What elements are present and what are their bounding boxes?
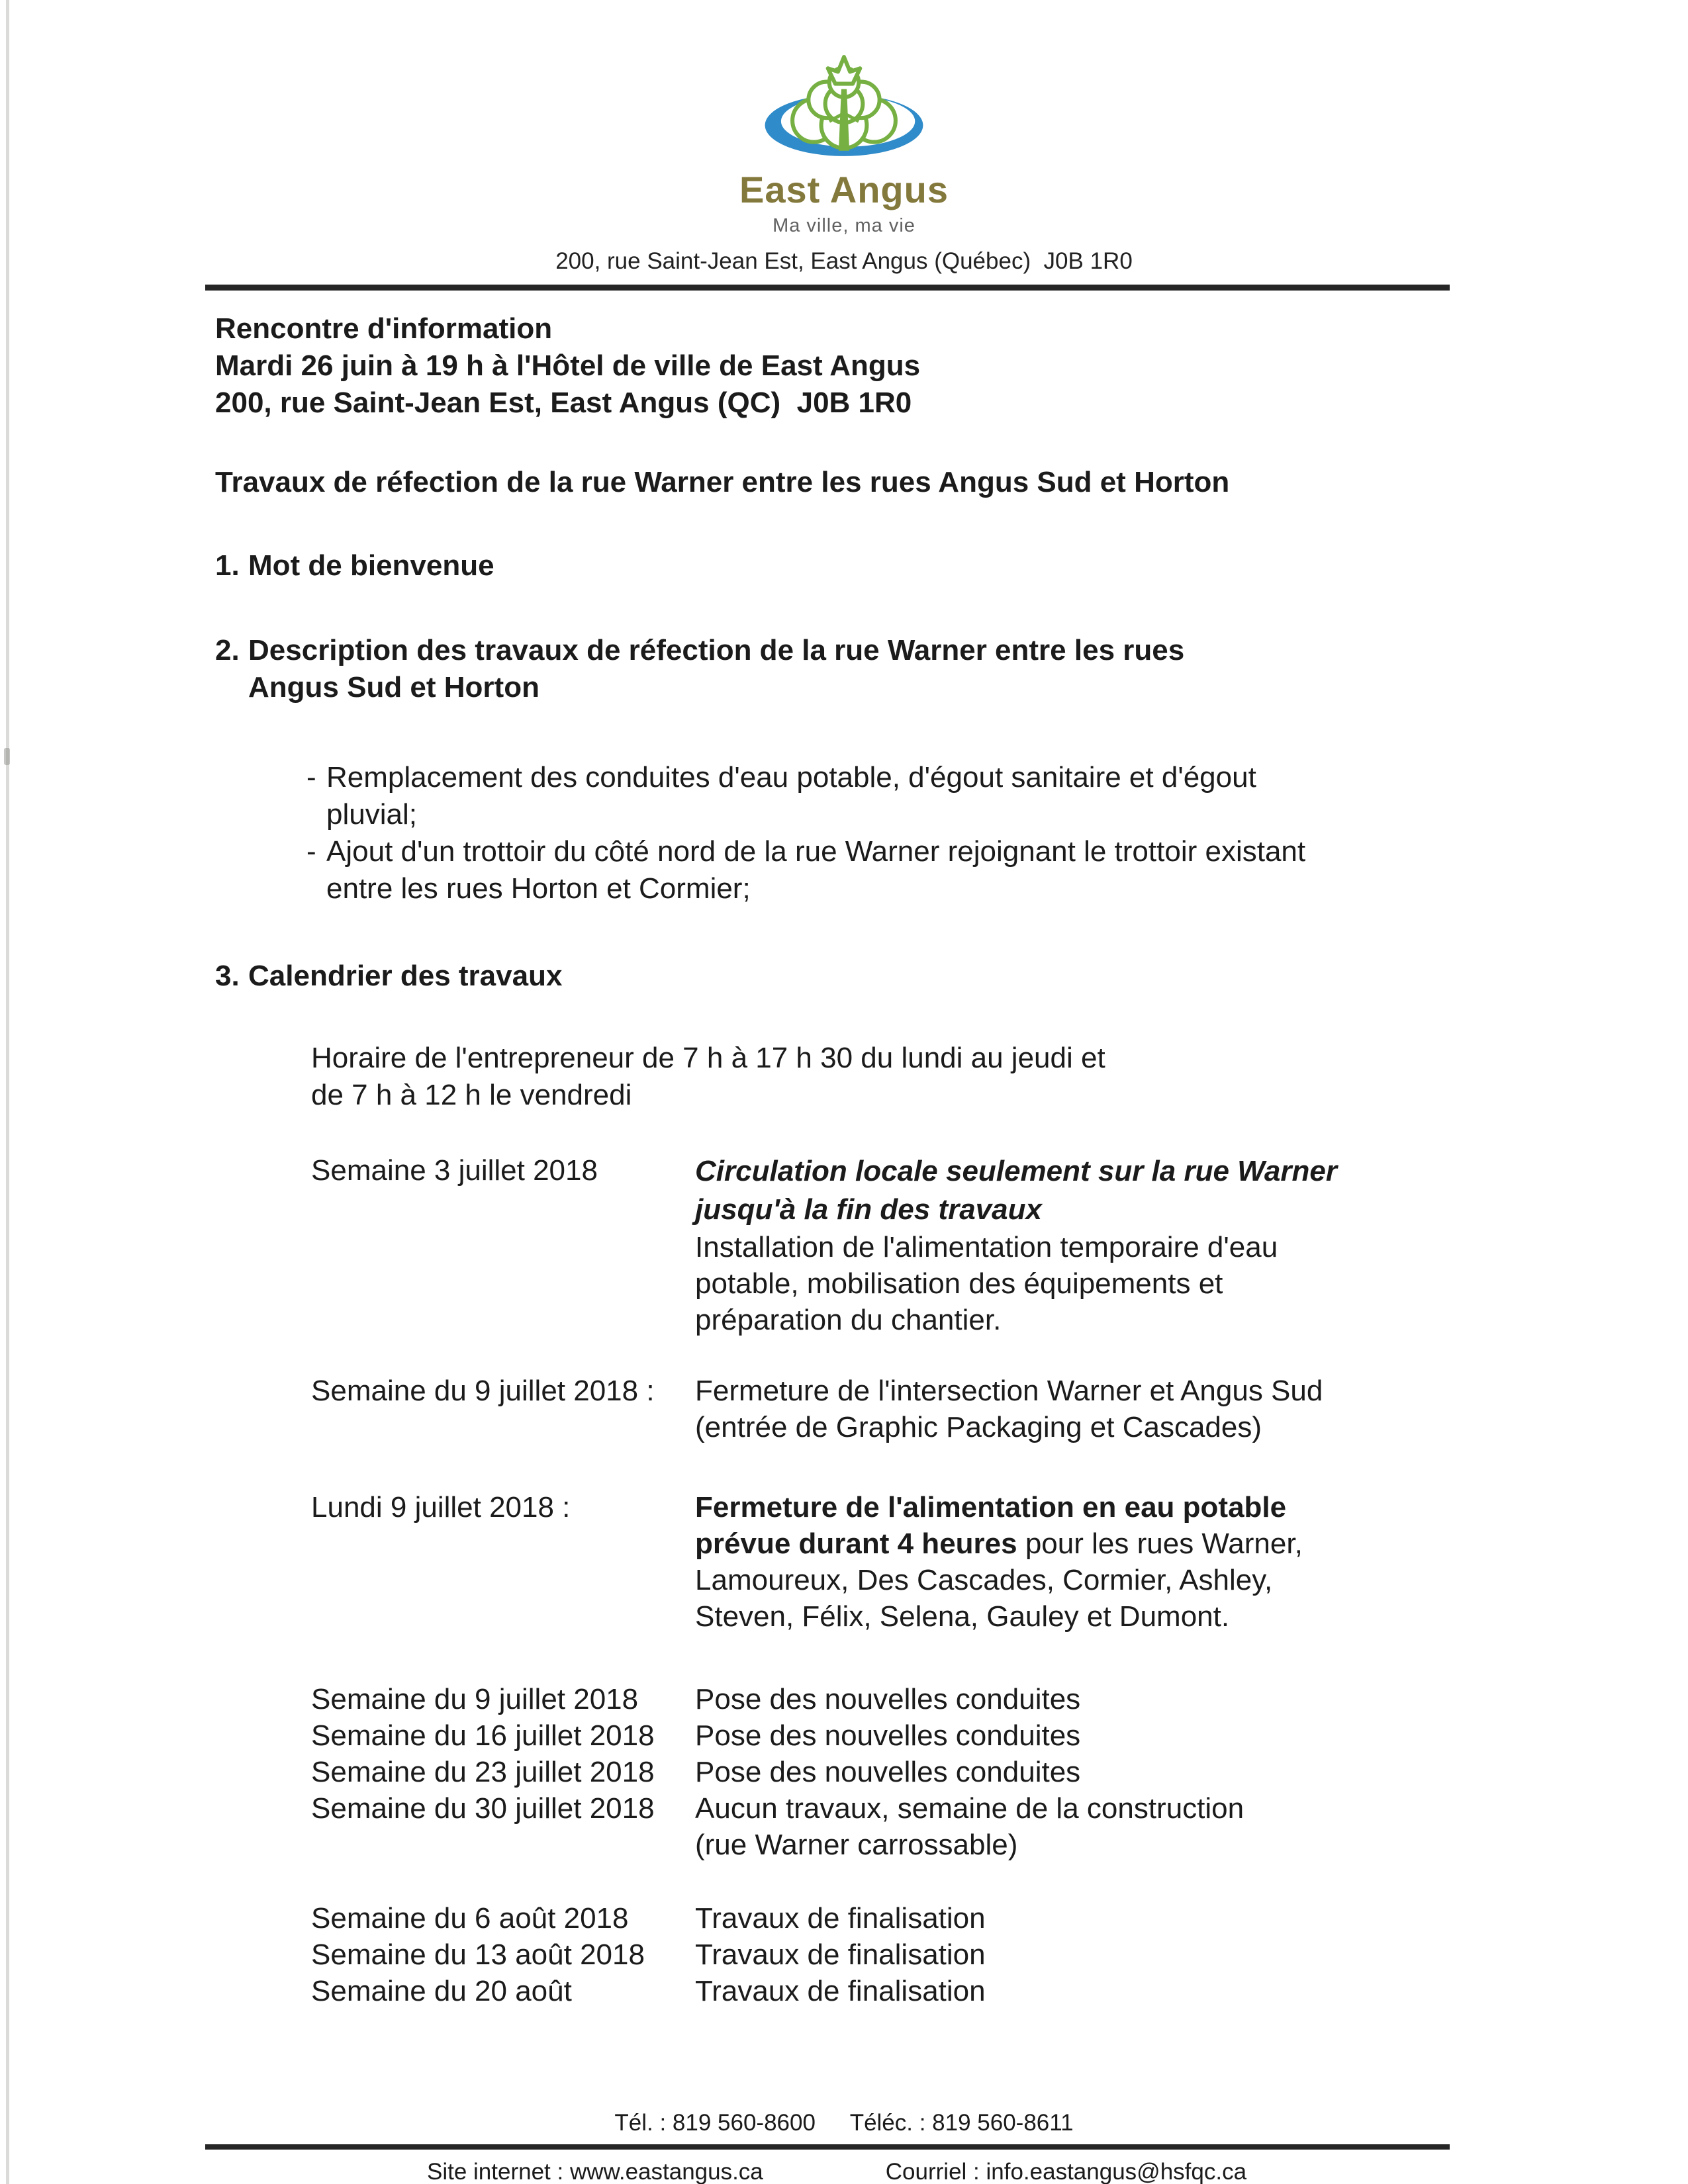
bullet-dash: - (306, 835, 316, 868)
schedule-row (311, 1754, 1489, 1790)
schedule-row (311, 1717, 1489, 1754)
agenda-item-3-title: Calendrier des travaux (248, 960, 563, 992)
schedule-date: Semaine 3 juillet 2018 (311, 1154, 598, 1187)
agenda-item-2-title-line2: Angus Sud et Horton (248, 671, 539, 704)
brand-tagline: Ma ville, ma vie (773, 215, 915, 236)
agenda-item-2-number: 2. (215, 634, 240, 666)
schedule-text-line: Pose des nouvelles conduites (695, 1683, 1081, 1715)
schedule-date: Semaine du 13 août 2018 (311, 1938, 645, 1971)
bullet-text-line: pluvial; (326, 798, 417, 831)
list-item (306, 759, 1489, 833)
schedule-text-line: potable, mobilisation des équipements et (695, 1267, 1223, 1300)
schedule-row (311, 1681, 1489, 1717)
schedule-text-line: Installation de l'alimentation temporaire d'eau (695, 1231, 1278, 1263)
schedule-row (311, 1489, 1489, 1635)
bullet-text-line: entre les rues Horton et Cormier; (326, 872, 751, 905)
meeting-address: 200, rue Saint-Jean Est, East Angus (QC) J0B 1R0 (215, 387, 912, 419)
schedule-text-line: Aucun travaux, semaine de la construction (695, 1792, 1244, 1825)
schedule-row (311, 1790, 1489, 1863)
schedule-text-line: Fermeture de l'intersection Warner et Angus Sud (695, 1375, 1323, 1407)
schedule-mixed-line: prévue durant 4 heures pour les rues Warner, (695, 1527, 1303, 1560)
schedule-row (311, 1900, 1489, 1936)
schedule-description (695, 1973, 1476, 2009)
meeting-notice (215, 310, 1489, 422)
document-subject: Travaux de réfection de la rue Warner entre les rues Angus Sud et Horton (215, 466, 1230, 498)
list-item (306, 833, 1489, 907)
header-rule (205, 285, 1450, 291)
scanner-speck-artifact (4, 748, 10, 765)
schedule-text-line: Travaux de finalisation (695, 1938, 986, 1971)
schedule-text-line: Lamoureux, Des Cascades, Cormier, Ashley, (695, 1564, 1273, 1596)
agenda-item-1-title: Mot de bienvenue (248, 549, 494, 582)
schedule-date: Semaine du 16 juillet 2018 (311, 1719, 655, 1752)
footer-rule (205, 2144, 1450, 2150)
footer-telephone: Tél. : 819 560-8600 (614, 2110, 816, 2136)
schedule-text-line: Steven, Félix, Selena, Gauley et Dumont. (695, 1600, 1230, 1633)
bullet-dash: - (306, 761, 316, 794)
tree-icon (792, 57, 896, 151)
schedule-text-line: Pose des nouvelles conduites (695, 1719, 1081, 1752)
schedule-date: Semaine du 23 juillet 2018 (311, 1756, 655, 1788)
schedule-description (695, 1681, 1476, 1717)
schedule-date: Semaine du 30 juillet 2018 (311, 1792, 655, 1825)
schedule-emphasis-line: Circulation locale seulement sur la rue Warner (695, 1155, 1337, 1187)
east-angus-logo (743, 52, 945, 165)
footer-email: Courriel : info.eastangus@hsfqc.ca (885, 2159, 1247, 2184)
schedule-row (311, 1373, 1489, 1445)
schedule-description (695, 1754, 1476, 1790)
agenda-item-2-title (248, 632, 1184, 706)
document-body (0, 310, 1688, 2009)
letterhead (0, 0, 1688, 275)
agenda-item-3 (215, 958, 1489, 995)
schedule-text-line: (rue Warner carrossable) (695, 1829, 1018, 1861)
schedule-description (695, 1790, 1476, 1863)
schedule-description (695, 1489, 1476, 1635)
schedule-bold-line: Fermeture de l'alimentation en eau potable (695, 1491, 1287, 1524)
schedule-date: Semaine du 20 août (311, 1975, 572, 2007)
meeting-title: Rencontre d'information (215, 312, 553, 345)
schedule-description (695, 1900, 1476, 1936)
schedule-row (311, 1936, 1489, 1973)
agenda-item-2 (215, 632, 1489, 706)
schedule-description (695, 1717, 1476, 1754)
footer-fax: Téléc. : 819 560-8611 (849, 2110, 1074, 2136)
footer-links-line (427, 2159, 1688, 2184)
footer-website: Site internet : www.eastangus.ca (427, 2159, 763, 2184)
agenda-item-3-number: 3. (215, 960, 240, 992)
contractor-hours-line2: de 7 h à 12 h le vendredi (311, 1079, 632, 1111)
schedule-row (311, 1152, 1489, 1338)
bullet-text-line: Ajout d'un trottoir du côté nord de la rue Warner rejoignant le trottoir existant (326, 835, 1306, 868)
schedule-description (695, 1152, 1476, 1338)
agenda-item-2-title-line1: Description des travaux de réfection de la rue Warner entre les rues (248, 634, 1185, 666)
schedule-text-line: préparation du chantier. (695, 1304, 1002, 1336)
schedule-text-line: (entrée de Graphic Packaging et Cascades) (695, 1411, 1262, 1443)
schedule-text-line: Travaux de finalisation (695, 1902, 986, 1934)
brand-wordmark: East Angus (739, 169, 949, 210)
bullet-text-line: Remplacement des conduites d'eau potable, d'égout sanitaire et d'égout (326, 761, 1256, 794)
schedule-text-line: Travaux de finalisation (695, 1975, 986, 2007)
schedule-date: Lundi 9 juillet 2018 : (311, 1491, 571, 1524)
work-description-list (306, 759, 1489, 907)
contractor-hours (311, 1040, 1489, 1114)
letterhead-address: 200, rue Saint-Jean Est, East Angus (Québec) J0B 1R0 (555, 248, 1133, 274)
scanner-edge-artifact (6, 0, 9, 2184)
schedule-date: Semaine du 9 juillet 2018 (311, 1683, 639, 1715)
work-schedule (311, 1152, 1489, 2009)
schedule-description (695, 1936, 1476, 1973)
agenda-item-1 (215, 547, 1489, 584)
schedule-date: Semaine du 6 août 2018 (311, 1902, 629, 1934)
contractor-hours-line1: Horaire de l'entrepreneur de 7 h à 17 h 30 du lundi au jeudi et (311, 1042, 1105, 1074)
schedule-row (311, 1973, 1489, 2009)
footer-phone-line (0, 2110, 1688, 2136)
schedule-text-line: Pose des nouvelles conduites (695, 1756, 1081, 1788)
agenda-item-1-number: 1. (215, 549, 240, 582)
meeting-datetime: Mardi 26 juin à 19 h à l'Hôtel de ville de East Angus (215, 349, 921, 382)
schedule-description (695, 1373, 1476, 1445)
schedule-date: Semaine du 9 juillet 2018 : (311, 1375, 655, 1407)
document-footer (0, 2110, 1688, 2184)
schedule-emphasis-line: jusqu'à la fin des travaux (695, 1193, 1042, 1226)
